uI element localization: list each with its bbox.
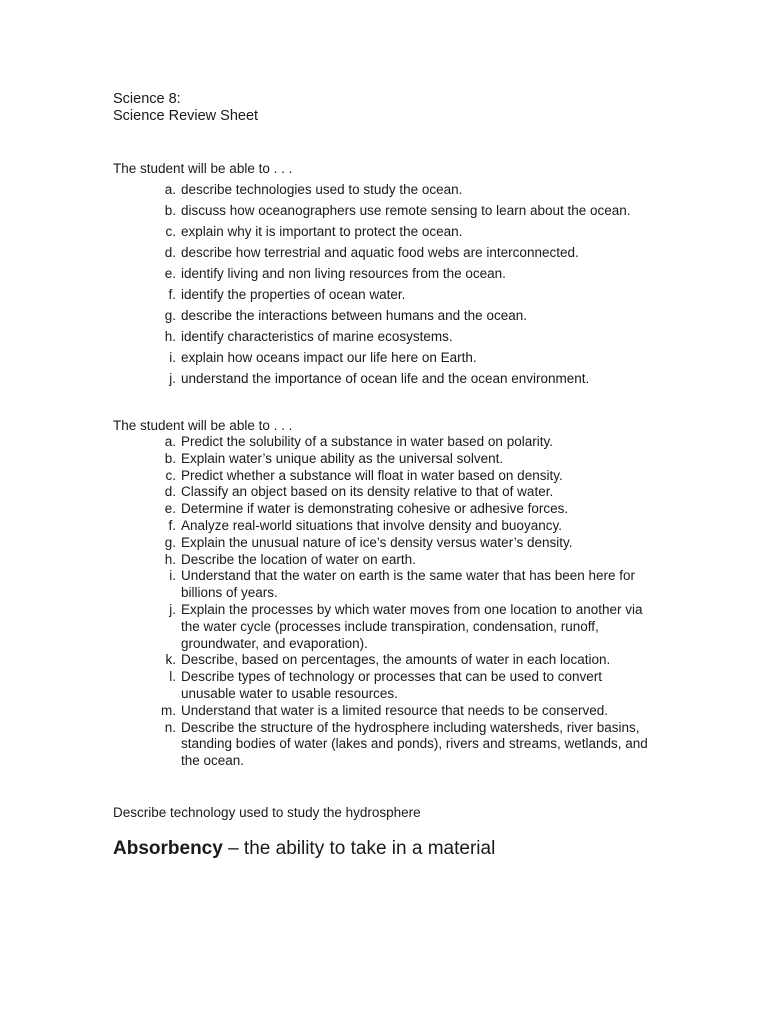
list-marker: b. xyxy=(164,450,176,466)
list-item-text: Describe, based on percentages, the amounts of water in each location. xyxy=(181,652,611,668)
list-item xyxy=(0,720,651,770)
list-marker: d. xyxy=(164,245,176,260)
list-item-text: Explain water’s unique ability as the universal solvent. xyxy=(181,450,504,466)
list-item xyxy=(0,328,651,345)
list-item-text: Predict the solubility of a substance in water based on polarity. xyxy=(181,434,553,449)
list-item xyxy=(0,535,651,552)
list-item-text: describe how terrestrial and aquatic food webs are interconnected. xyxy=(181,245,579,260)
list-item-text: understand the importance of ocean life and the ocean environment. xyxy=(181,371,590,386)
sheet-title: Science Review Sheet xyxy=(113,108,259,124)
list-item xyxy=(0,244,651,261)
list-item-text: describe technologies used to study the ocean. xyxy=(181,182,463,197)
list-item xyxy=(0,451,651,468)
list-item xyxy=(0,518,651,535)
list-marker: j. xyxy=(169,601,176,617)
list-item xyxy=(0,703,651,720)
list-item xyxy=(0,370,651,387)
header xyxy=(113,91,258,125)
list-item-text: Understand that the water on earth is the same water that has been here for billions of years. xyxy=(181,568,636,601)
list-item xyxy=(0,307,651,324)
list-item-text: Explain the unusual nature of ice’s density versus water’s density. xyxy=(181,534,573,550)
list-item xyxy=(0,652,651,669)
list-marker: l. xyxy=(169,669,176,685)
definition xyxy=(113,838,495,860)
list-marker: e. xyxy=(164,501,176,517)
list-item-text: Understand that water is a limited resource that needs to be conserved. xyxy=(181,702,608,718)
list-item xyxy=(0,202,651,219)
list-marker: g. xyxy=(164,534,176,550)
list-item-text: Explain the processes by which water moves from one location to another via the water cycle (processes include transpiration, condensation, runoff, groundwater, and evaporation). xyxy=(181,601,643,651)
list-marker: n. xyxy=(164,719,176,735)
list-marker: b. xyxy=(164,203,176,218)
list-item xyxy=(0,434,651,451)
list-item xyxy=(0,602,651,652)
list-item xyxy=(0,349,651,366)
list-marker: m. xyxy=(161,702,176,718)
list-marker: e. xyxy=(164,266,176,281)
list-item-text: identify characteristics of marine ecosystems. xyxy=(181,329,453,344)
list-marker: f. xyxy=(168,517,176,533)
list-item-text: Determine if water is demonstrating cohesive or adhesive forces. xyxy=(181,501,569,517)
list-item-text: explain why it is important to protect the ocean. xyxy=(181,224,463,239)
list-item xyxy=(0,468,651,485)
list-item-text: Describe the location of water on earth. xyxy=(181,551,416,567)
list-item xyxy=(0,265,651,282)
list-marker: a. xyxy=(164,434,176,449)
list-item xyxy=(0,552,651,569)
list-item-text: Describe types of technology or processes that can be used to convert unusable water to usable resources. xyxy=(181,669,602,701)
definition-term: Absorbency xyxy=(113,838,223,859)
section1-intro: The student will be able to . . . xyxy=(113,161,293,176)
list-marker: i. xyxy=(169,350,176,365)
list-item xyxy=(0,286,651,303)
water-objectives-list xyxy=(0,434,651,770)
list-item-text: Analyze real-world situations that involve density and buoyancy. xyxy=(181,517,562,533)
list-marker: k. xyxy=(165,652,176,668)
list-item-text: Describe the structure of the hydrosphere including watersheds, river basins, standing bodies of water (lakes and ponds), rivers and streams, wetlands, and the ocean. xyxy=(181,719,648,769)
list-marker: c. xyxy=(165,467,176,483)
list-marker: i. xyxy=(169,568,176,584)
list-marker: g. xyxy=(164,308,176,323)
ocean-objectives-list xyxy=(0,181,651,391)
section2-intro: The student will be able to . . . xyxy=(113,418,293,433)
list-marker: j. xyxy=(169,371,176,386)
definition-text: – the ability to take in a material xyxy=(222,838,496,859)
list-item-text: identify living and non living resources from the ocean. xyxy=(181,266,506,281)
list-marker: c. xyxy=(165,224,176,239)
list-item xyxy=(0,501,651,518)
list-marker: a. xyxy=(164,182,176,197)
list-marker: d. xyxy=(164,484,176,500)
course-title: Science 8: xyxy=(113,91,181,107)
list-item xyxy=(0,181,651,198)
list-item-text: Predict whether a substance will float in water based on density. xyxy=(181,467,563,483)
closing-statement: Describe technology used to study the hydrosphere xyxy=(113,805,421,820)
list-item-text: Classify an object based on its density relative to that of water. xyxy=(181,484,554,500)
list-item-text: discuss how oceanographers use remote sensing to learn about the ocean. xyxy=(181,203,631,218)
list-item-text: describe the interactions between humans and the ocean. xyxy=(181,308,527,323)
list-marker: f. xyxy=(168,287,176,302)
list-item xyxy=(0,223,651,240)
list-marker: h. xyxy=(164,551,176,567)
list-item xyxy=(0,484,651,501)
list-marker: h. xyxy=(164,329,176,344)
list-item-text: explain how oceans impact our life here on Earth. xyxy=(181,350,477,365)
list-item xyxy=(0,669,651,703)
list-item xyxy=(0,568,651,602)
list-item-text: identify the properties of ocean water. xyxy=(181,287,406,302)
